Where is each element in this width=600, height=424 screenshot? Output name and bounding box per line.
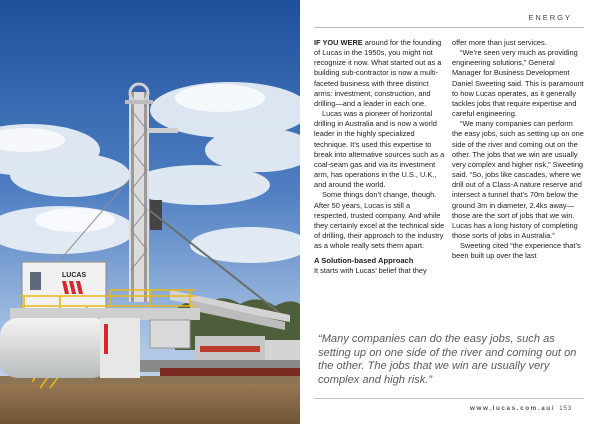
paragraph: Lucas was a pioneer of horizontal drilling in Australia and is now a world leader in the highly specialized technique. It’s used this expertise to break into alternative sources such as a coal-seam gas and via its investment arm, has operations in the U.S., U.K., and around the world. [314, 109, 445, 190]
paragraph: “We many companies can perform the easy jobs, such as setting up on one side of the river and coming out on the other. The jobs that we win are usually very complex and higher risk,” Sweeting said. “So, jobs like cascades, where we drill out of a Class-A nature reserve and intersect a tunnel that’s 70m below the ground 3m in diameter, 2.4ks away—those are the sort of jobs that we win. [452, 119, 584, 220]
website-link[interactable]: www.lucas.com.au/ [470, 405, 556, 412]
article-column-1 [314, 38, 446, 277]
rig-logo-text: LUCAS [62, 272, 87, 279]
top-rule [314, 27, 584, 28]
paragraph: offer more than just services. [452, 38, 547, 47]
section-label: ENERGY [528, 13, 572, 22]
page-footer [470, 405, 572, 412]
paragraph: Some things don’t change, though. After 50 years, Lucas is still a respected, trusted company. And while they certainly excel at the technical side of drilling, their approach to the industry as a whole really sets them apart. [314, 190, 445, 251]
lead-in: IF YOU WERE [314, 38, 363, 47]
paragraph [314, 38, 446, 109]
article-page [300, 0, 600, 424]
paragraph: “We’re seen very much as providing engineering solutions,” General Manager for Business Development Daniel Sweeting said. This is paramount to how Lucas operates, as it generally tackles jobs that require expertise and careful engineering. [452, 48, 584, 119]
page-number: 153 [559, 405, 572, 412]
paragraph: It starts with Lucas’ belief that they [314, 266, 427, 276]
pull-quote: “Many companies can do the easy jobs, such as setting up on one side of the river and coming out on the other. The jobs that we win are usually very complex and high risk.” [318, 333, 577, 386]
article-column-2 [452, 38, 584, 261]
paragraph-text: around for the founding of Lucas in the 1950s, you might not recognize it now. What started out as a building sub-contractor is now a multi-faceted business with three distinct arms: investment, construction, and drilling—and a leader in each one. [314, 38, 442, 108]
bottom-rule [314, 398, 584, 399]
paragraph: Sweeting cited “the experience that’s been built up over the last [452, 241, 581, 261]
subheading: A Solution-based Approach [314, 256, 414, 266]
paragraph: Lucas has a long history of completing those sorts of jobs in Australia.” [452, 220, 578, 240]
